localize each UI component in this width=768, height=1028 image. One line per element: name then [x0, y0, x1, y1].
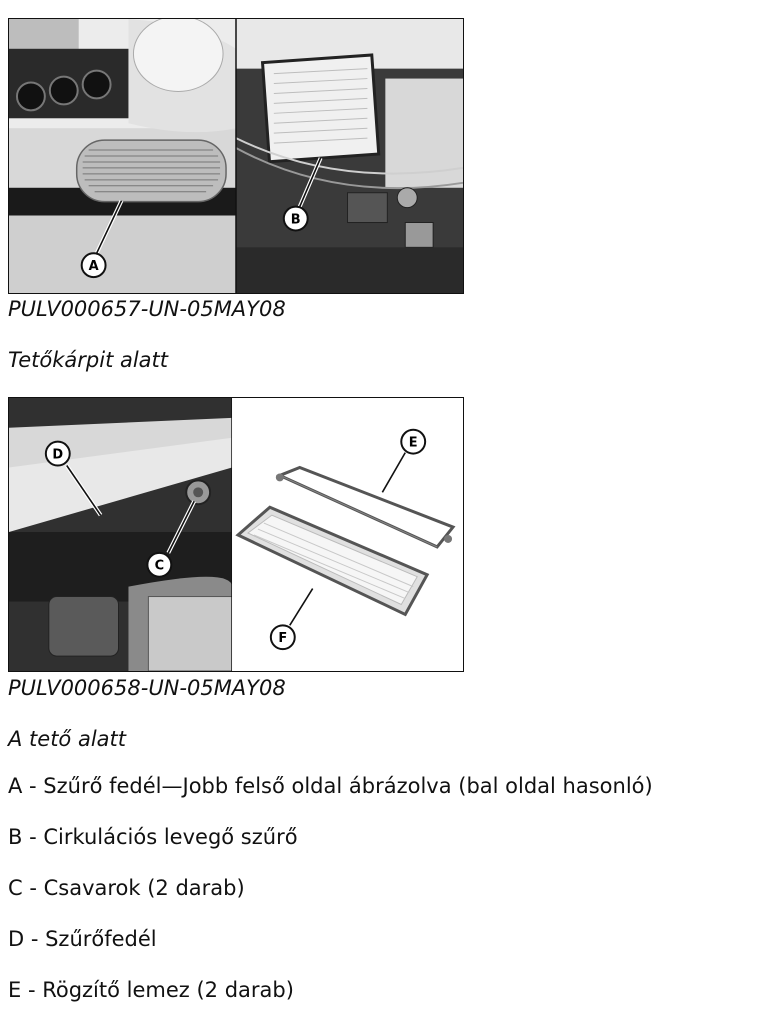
- figure-1-caption: Tetőkárpit alatt: [8, 348, 169, 372]
- figure-2-code: PULV000658-UN-05MAY08: [8, 676, 286, 700]
- figure-2-image: [8, 397, 464, 672]
- callout-e: E: [408, 435, 418, 451]
- figure-1-image: [8, 18, 464, 294]
- legend-item-b: B - Cirkulációs levegő szűrő: [8, 825, 298, 849]
- callout-a: A: [88, 259, 99, 275]
- legend-item-e: E - Rögzítő lemez (2 darab): [8, 978, 294, 1002]
- legend-item-c: C - Csavarok (2 darab): [8, 876, 245, 900]
- parts-legend: [8, 773, 653, 1028]
- figure-1-code: PULV000657-UN-05MAY08: [8, 297, 286, 321]
- legend-item-a: A - Szűrő fedél—Jobb felső oldal ábrázolva (bal oldal hasonló): [8, 774, 653, 798]
- callout-b: B: [290, 212, 301, 228]
- figure-2-caption: A tető alatt: [8, 727, 126, 751]
- callout-f: F: [278, 631, 288, 647]
- legend-item-d: D - Szűrőfedél: [8, 927, 157, 951]
- callout-c: C: [154, 558, 165, 574]
- callout-d: D: [52, 447, 64, 463]
